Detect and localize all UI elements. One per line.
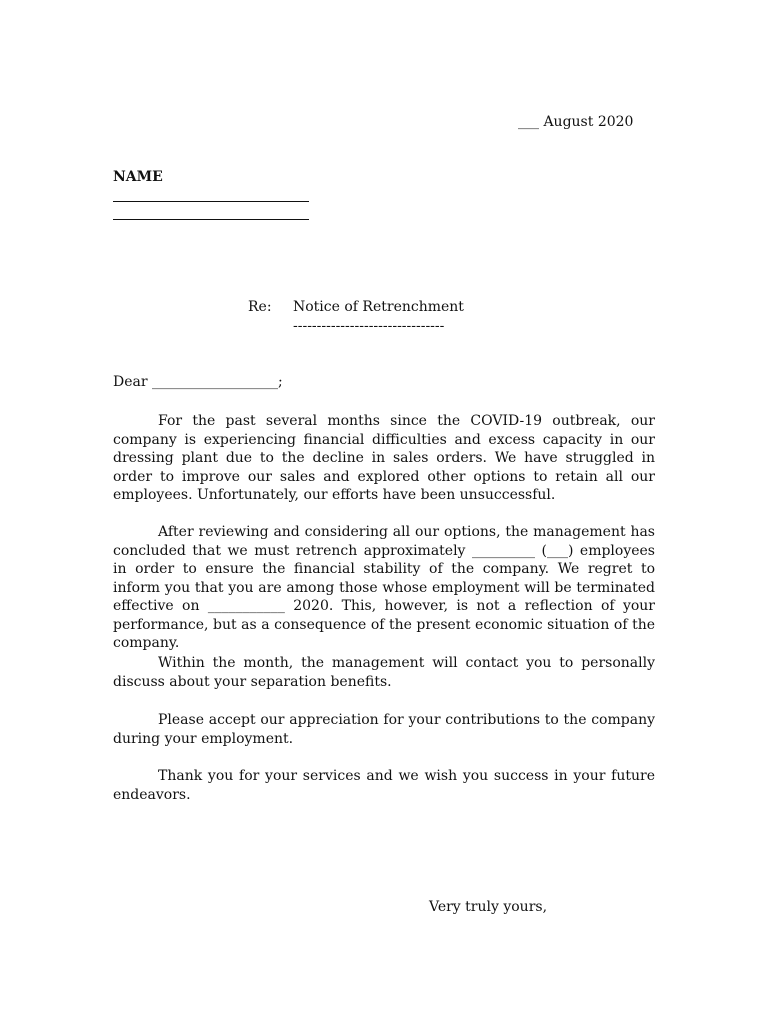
re-label: Re: [248, 299, 272, 315]
re-subject-underline: -------------------------------- [293, 318, 445, 334]
body-paragraph-1: For the past several months since the COVID-19 outbreak, our company is experiencing financial difficulties and excess capacity in our dressing plant due to the decline in sales orders. We have struggled in order to improve our sales and explored other options to retain all our employees. Unfortunately, our efforts have been unsuccessful. [113, 413, 655, 503]
letter-date: ___ August 2020 [518, 114, 634, 130]
body-paragraph-2: After reviewing and considering all our options, the management has concluded that we must retrench approximately _________ (___) employees in order to ensure the financial stability of the company. We regret to inform you that you are among those whose employment will be terminated effective on ___________ 2020. This, however, is not a reflection of your performance, but as a consequence of the present economic situation of the company. [113, 524, 655, 651]
recipient-address-line-2 [113, 219, 309, 220]
body-paragraph-5: Thank you for your services and we wish you success in your future endeavors. [113, 768, 655, 803]
body-paragraph-3: Within the month, the management will contact you to personally discuss about your separation benefits. [113, 655, 655, 690]
recipient-name: NAME [113, 169, 163, 185]
salutation: Dear __________________; [113, 374, 283, 390]
body-paragraph-4: Please accept our appreciation for your contributions to the company during your employment. [113, 712, 655, 747]
recipient-address-line-1 [113, 201, 309, 202]
re-subject: Notice of Retrenchment [293, 299, 464, 315]
closing: Very truly yours, [429, 899, 548, 915]
